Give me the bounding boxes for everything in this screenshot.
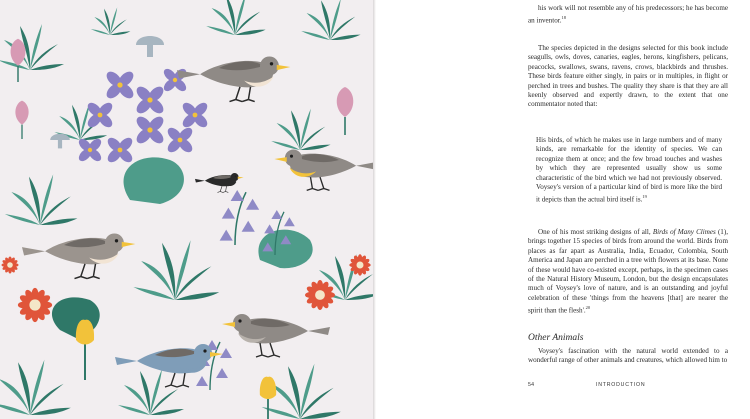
poppy-center [357,262,364,269]
flower-center [147,97,152,102]
paragraph-other-animals [528,347,728,366]
flower-center [147,127,152,132]
footnote-ref-18: 18 [561,15,566,21]
paragraph-birds-text-b: (1), brings together 15 species of birds from around the world. Birds from places as far apart as Australia, India, Ecuador, Colombia, South America and Japan are perched in a tree with flowers at its base. None of these would have co-existed except, perhaps, in the specimen cases of the Natural History Museum, London, but the design encapsulates much of Voysey's love of nature, and is an outstanding and joyful celebration of these 'things from the heavens [that] are nearer the spirit than the flesh'. [528,228,728,315]
running-head: INTRODUCTION [596,382,646,388]
block-quote [536,136,722,205]
paragraph-other-animals-text: Voysey's fascination with the natural world extended to a wonderful range of other animals and creatures, which allowed him to [528,347,728,365]
flower-center [173,78,177,82]
bird-eye [235,175,236,176]
bird-head [194,344,212,362]
paragraph-continued-text: his work will not resemble any of his predecessors; he has become an inventor. [528,4,728,25]
bird-eye [270,62,273,65]
paragraph-species-text: The species depicted in the designs selected for this book include seagulls, owls, doves, canaries, eagles, herons, kingfishers, pelicans, peacocks, swallows, swans, ravens, crows, blackbirds and thrushes. These birds feature either singly, in pairs or in multiples, in flight or perched in trees and bushes. The quality they share is that they are all keenly observed and expertly drawn, to the extent that one commentator noted that: [528,44,728,109]
footnote-ref-20: 20 [585,305,591,311]
bird-head [233,314,251,332]
poppy-center [29,299,40,310]
poppy-center [315,290,325,300]
bird-eye [115,239,118,242]
footnote-ref-19: 19 [642,194,647,200]
bird-head [105,233,124,252]
block-quote-text: His birds, of which he makes use in large numbers and of many kinds, are remarkable for the identity of species. We can recognize them at once; and the few broad touches and washes by which they are represented usually show us some characteristic of the bird which we had not previously observed. Voysey's version of a particular kind of bird is more like the bird it depicts than the actual bird itself is. [536,136,722,204]
paragraph-birds-text-a: One of his most striking designs of all, [538,228,653,236]
design-title: Birds of Many Climes [652,228,716,236]
bird-eye [290,155,293,158]
text-page [376,0,750,419]
flower-center [117,82,122,87]
paragraph-birds-of-many-climes [528,228,728,316]
flower-center [178,138,183,143]
section-subheading: Other Animals [528,333,584,343]
bird-head [285,150,302,167]
flower-center [98,113,103,118]
flower-center [193,113,198,118]
flower-center [88,148,92,152]
poppy-center [7,262,13,268]
mushroom-stem [58,140,62,148]
paragraph-species [528,44,728,110]
bird-eye [203,349,206,352]
bird-head [231,173,239,181]
illustration-plate [0,0,373,419]
mushroom-stem [147,45,153,57]
bird-eye [238,319,241,322]
tulip-head [76,320,94,345]
bird-pattern-illustration [0,0,373,419]
paragraph-continued [528,4,728,26]
flower-center [118,148,123,153]
bird-head [260,56,279,75]
page-number: 54 [528,382,535,388]
tulip-head [260,377,276,399]
